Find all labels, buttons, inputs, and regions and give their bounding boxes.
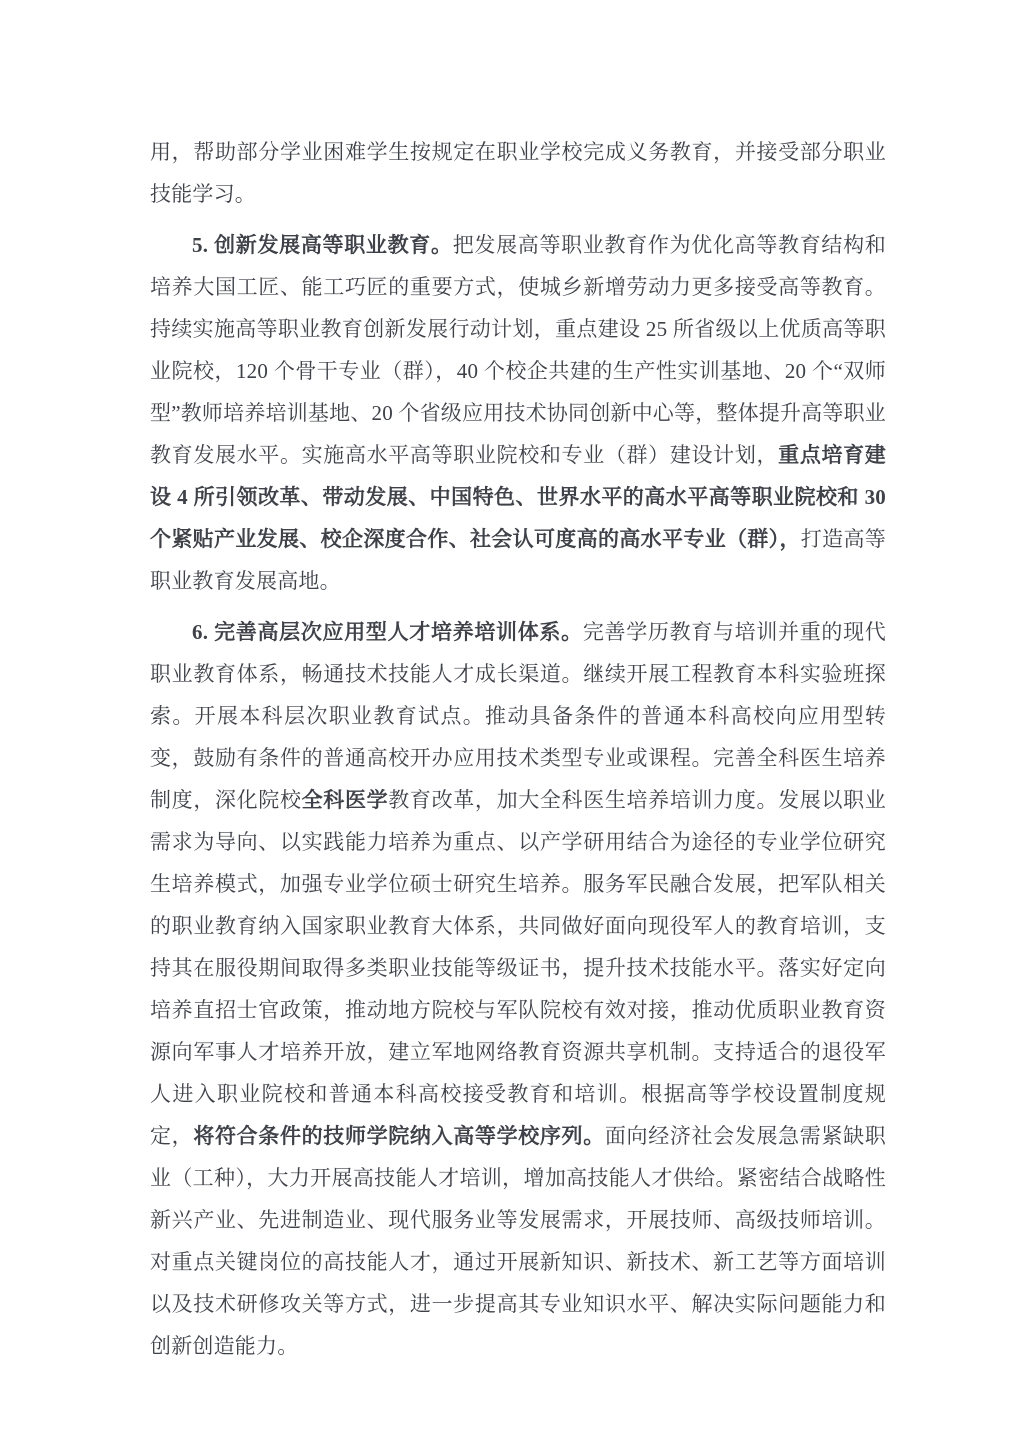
text-segment-bold: 全科医学 [301, 788, 389, 812]
text-segment: 用，帮助部分学业困难学生按规定在职业学校完成义务教育，并接受部分职业技能学习。 [150, 140, 886, 206]
text-segment: 把发展高等职业教育作为优化高等教育结构和培养大国工匠、能工巧匠的重要方式，使城乡新增劳动力更多接受高等教育。持续实施高等职业教育创新发展行动计划，重点建设 25 所省级以上优质高等职业院校，120 个骨干专业（群），40 个校企共建的生产性实训基地、20 个“双师型”教师培养培训基地、20 个省级应用技术协同创新中心等，整体提升高等职业教育发展水平。实施高水平高等职业院校和专业（群）建设计划， [150, 233, 886, 467]
text-segment: 面向经济社会发展急需紧缺职业（工种），大力开展高技能人才培训，增加高技能人才供给。紧密结合战略性新兴产业、先进制造业、现代服务业等发展需求，开展技师、高级技师培训。对重点关键岗位的高技能人才，通过开展新知识、新技术、新工艺等方面培训以及技术研修攻关等方式，进一步提高其专业知识水平、解决实际问题能力和创新创造能力。 [150, 1124, 886, 1358]
paragraph [150, 131, 886, 215]
text-segment-bold: 将符合条件的技师学院纳入高等学校序列。 [193, 1124, 605, 1148]
text-segment-bold: 6. 完善高层次应用型人才培养培训体系。 [192, 620, 583, 644]
text-segment: 完善学历教育与培训并重的现代职业教育体系，畅通技术技能人才成长渠道。继续开展工程教育本科实验班探索。开展本科层次职业教育试点。推动具备条件的普通本科高校向应用型转变，鼓励有条件的普通高校开办应用技术类型专业或课程。完善全科医生培养制度，深化院校 [150, 620, 886, 812]
text-segment: 教育改革，加大全科医生培养培训力度。发展以职业需求为导向、以实践能力培养为重点、以产学研用结合为途径的专业学位研究生培养模式，加强专业学位硕士研究生培养。服务军民融合发展，把军队相关的职业教育纳入国家职业教育大体系，共同做好面向现役军人的教育培训，支持其在服役期间取得多类职业技能等级证书，提升技术技能水平。落实好定向培养直招士官政策，推动地方院校与军队院校有效对接，推动优质职业教育资源向军事人才培养开放，建立军地网络教育资源共享机制。支持适合的退役军人进入职业院校和普通本科高校接受教育和培训。根据高等学校设置制度规定， [150, 788, 886, 1148]
paragraph [150, 611, 886, 1367]
text-segment: 打造高等职业教育发展高地。 [150, 527, 886, 593]
text-segment-bold: 重点培育建设 4 所引领改革、带动发展、中国特色、世界水平的高水平高等职业院校和 30 个紧贴产业发展、校企深度合作、社会认可度高的高水平专业（群）， [150, 443, 886, 551]
document-content [150, 131, 886, 1376]
paragraph [150, 224, 886, 602]
text-segment-bold: 5. 创新发展高等职业教育。 [192, 233, 453, 257]
